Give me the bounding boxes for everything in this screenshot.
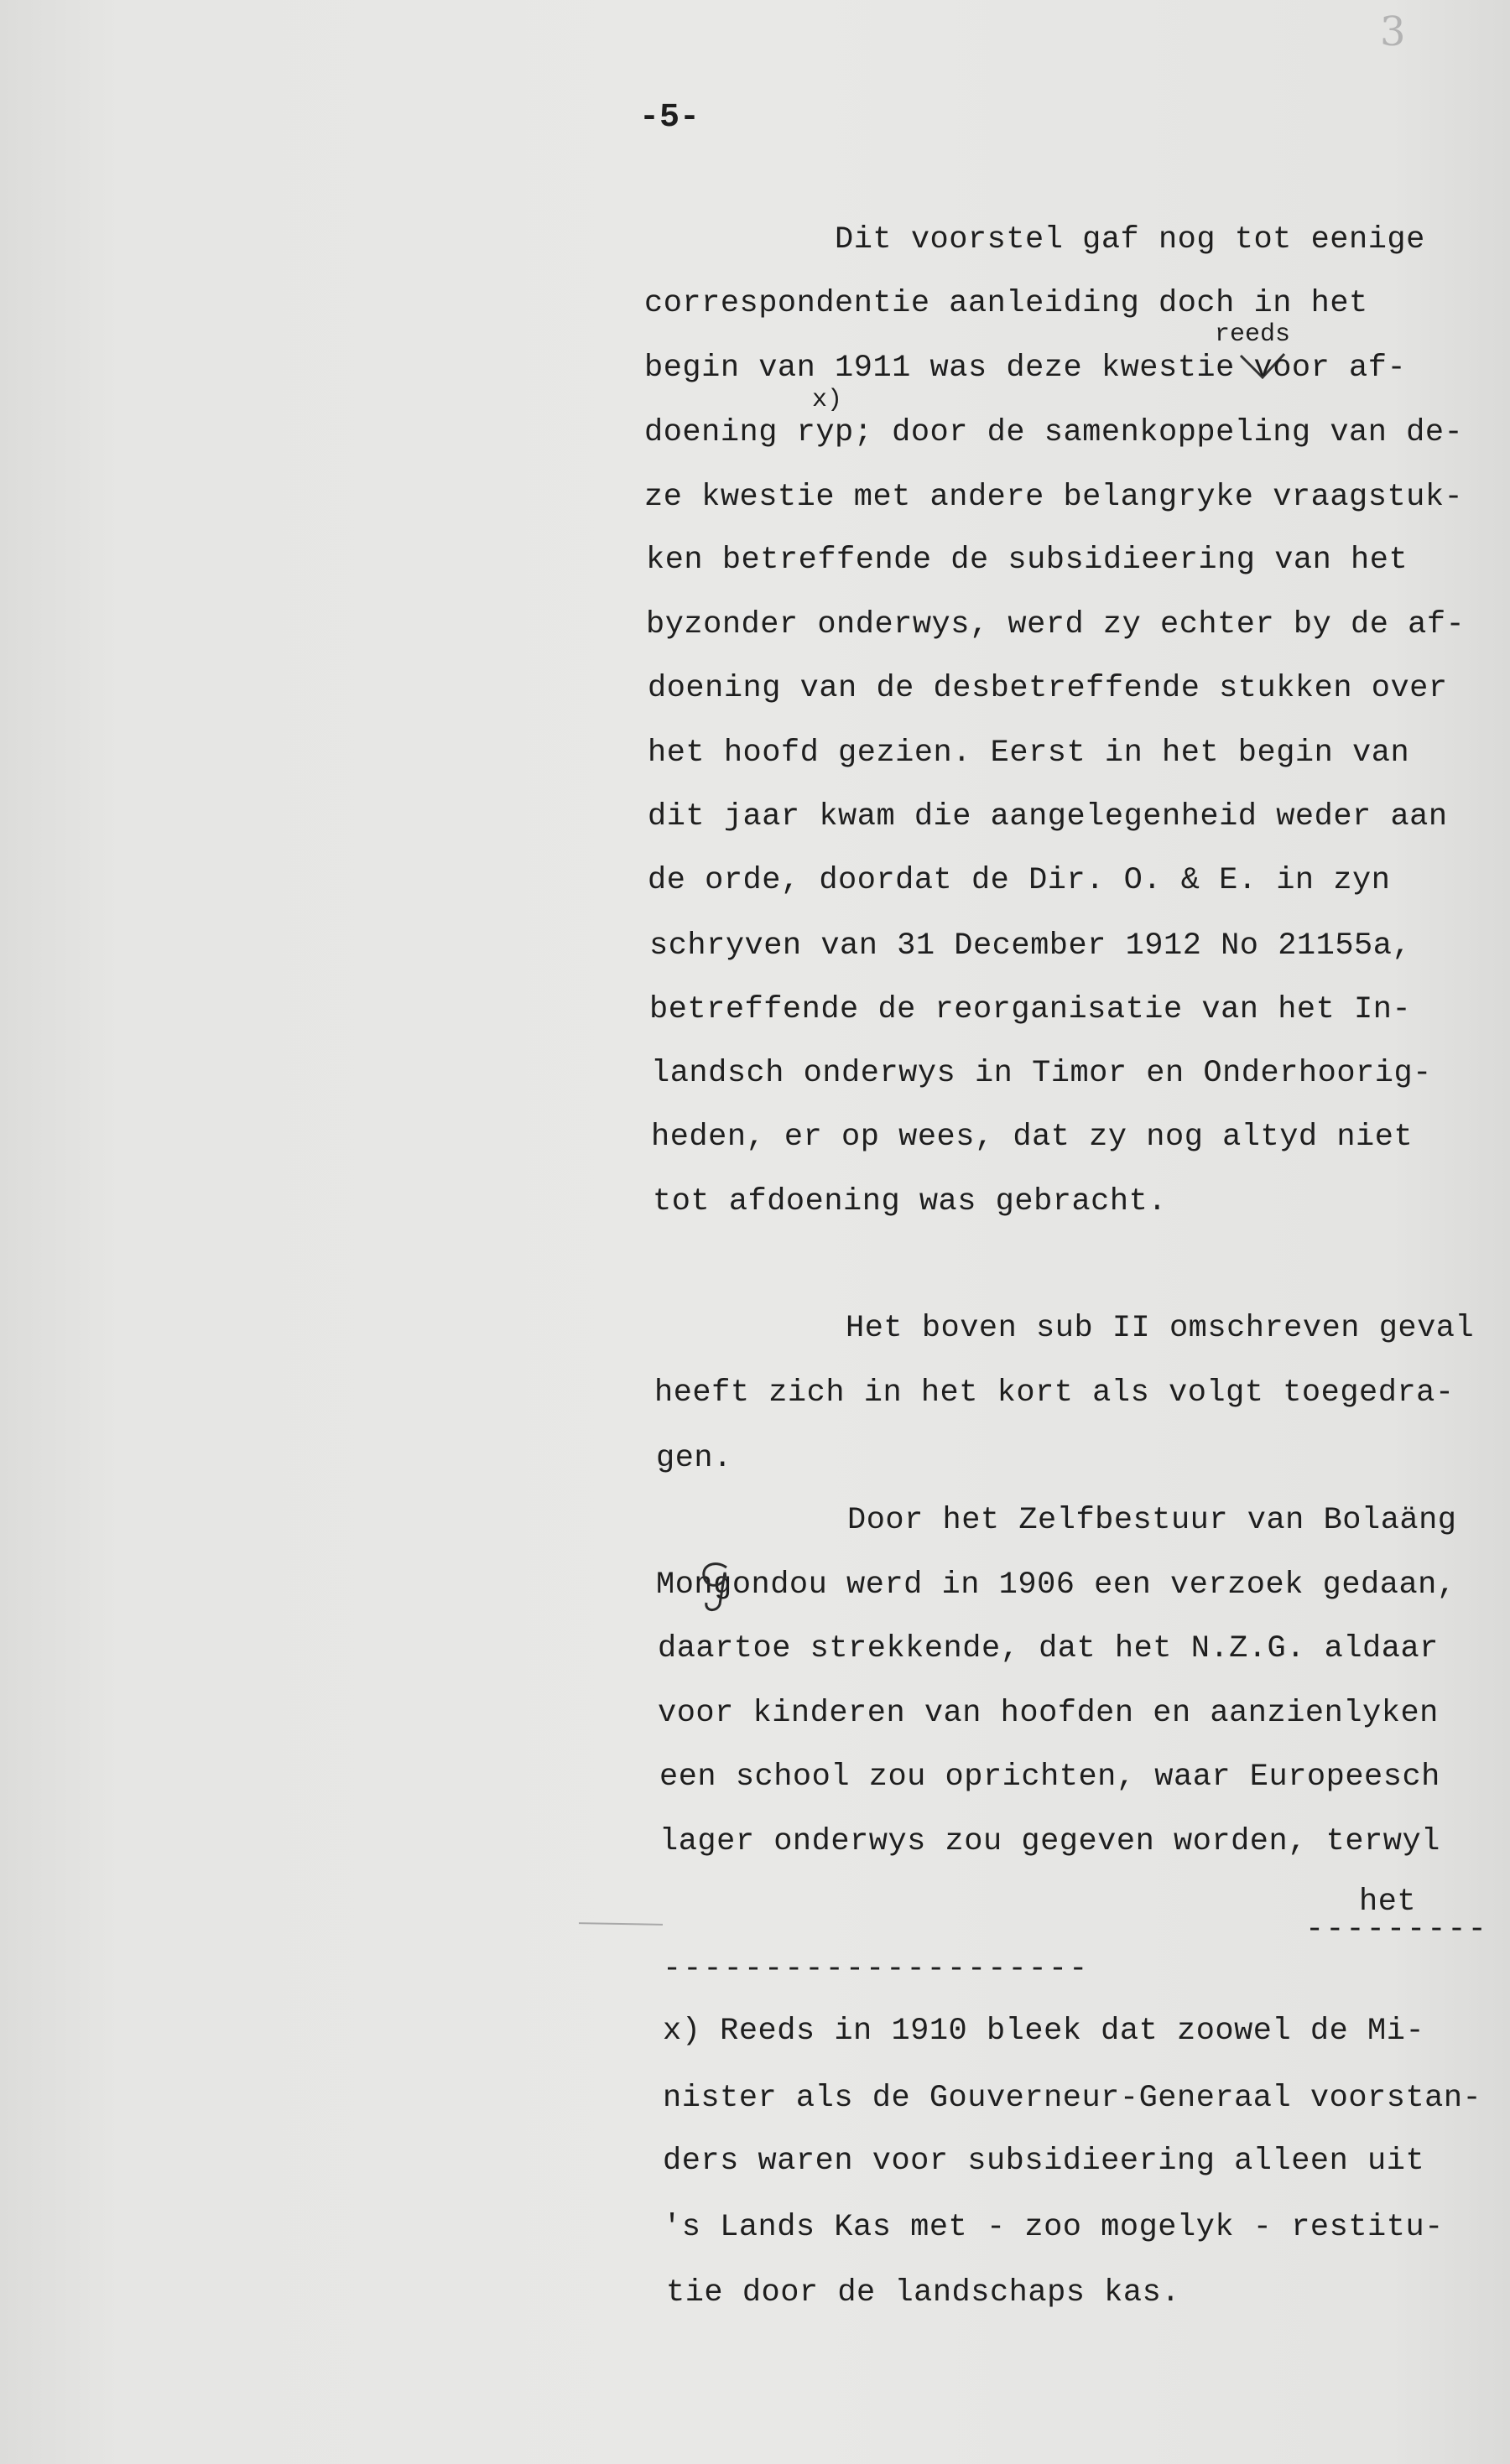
text-line: een school zou oprichten, waar Europeesch: [659, 1760, 1440, 1795]
text-line: betreffende de reorganisatie van het In-: [649, 992, 1412, 1027]
handwritten-correction-icon: [695, 1557, 737, 1616]
text-line: tot afdoening was gebracht.: [653, 1184, 1167, 1219]
text-line: Door het Zelfbestuur van Bolaäng: [847, 1503, 1457, 1538]
text-line: doening van de desbetreffende stukken over: [648, 671, 1448, 706]
pencil-stroke: [579, 1922, 663, 1926]
text-line: dit jaar kwam die aangelegenheid weder aan: [648, 799, 1448, 834]
text-line: daartoe strekkende, dat het N.Z.G. aldaar: [658, 1631, 1439, 1666]
text-line: ken betreffende de subsidieering van het: [646, 543, 1408, 578]
text-line: lager onderwys zou gegeven worden, terwyl: [659, 1824, 1440, 1859]
text-line: het hoofd gezien. Eerst in het begin van: [648, 736, 1410, 771]
text-line: de orde, doordat de Dir. O. & E. in zyn: [648, 863, 1391, 898]
text-line: voor kinderen van hoofden en aanzienlyken: [658, 1696, 1439, 1731]
page-number: -5-: [639, 99, 700, 137]
text-line: gen.: [656, 1441, 732, 1476]
text-line: byzonder onderwys, werd zy echter by de af-: [646, 607, 1466, 642]
separator-right: ---------: [1305, 1912, 1488, 1947]
text-line: Het boven sub II omschreven geval: [846, 1311, 1475, 1346]
text-line: Mongondou werd in 1906 een verzoek gedaan,: [656, 1567, 1456, 1603]
footnote-line: x) Reeds in 1910 bleek dat zoowel de Mi-: [663, 2014, 1425, 2049]
text-line: begin van 1911 was deze kwestie voor af-: [644, 351, 1407, 386]
footnote-marker: x): [812, 386, 843, 414]
footnote-line: ders waren voor subsidieering alleen uit: [663, 2144, 1425, 2179]
text-line: correspondentie aanleiding doch in het: [644, 286, 1368, 321]
corner-page-mark: 3: [1380, 8, 1406, 55]
text-line: heeft zich in het kort als volgt toegedra-: [654, 1375, 1455, 1411]
text-line: ze kwestie met andere belangryke vraagstuk-: [644, 480, 1464, 515]
catchword: het: [1359, 1884, 1417, 1920]
text-line: schryven van 31 December 1912 No 21155a,: [649, 928, 1412, 964]
separator-left: ---------------------: [663, 1952, 1090, 1987]
footnote-line: nister als de Gouverneur-Generaal voorstan-: [663, 2081, 1482, 2116]
text-line: heden, er op wees, dat zy nog altyd niet: [651, 1120, 1414, 1155]
insertion-word: reeds: [1215, 320, 1291, 349]
footnote-line: 's Lands Kas met - zoo mogelyk - restitu-: [663, 2210, 1444, 2245]
text-line: Dit voorstel gaf nog tot eenige: [835, 222, 1425, 257]
text-line: landsch onderwys in Timor en Onderhoorig-: [651, 1056, 1432, 1091]
text-line: doening ryp; door de samenkoppeling van de-: [644, 415, 1464, 450]
footnote-line: tie door de landschaps kas.: [666, 2275, 1180, 2311]
